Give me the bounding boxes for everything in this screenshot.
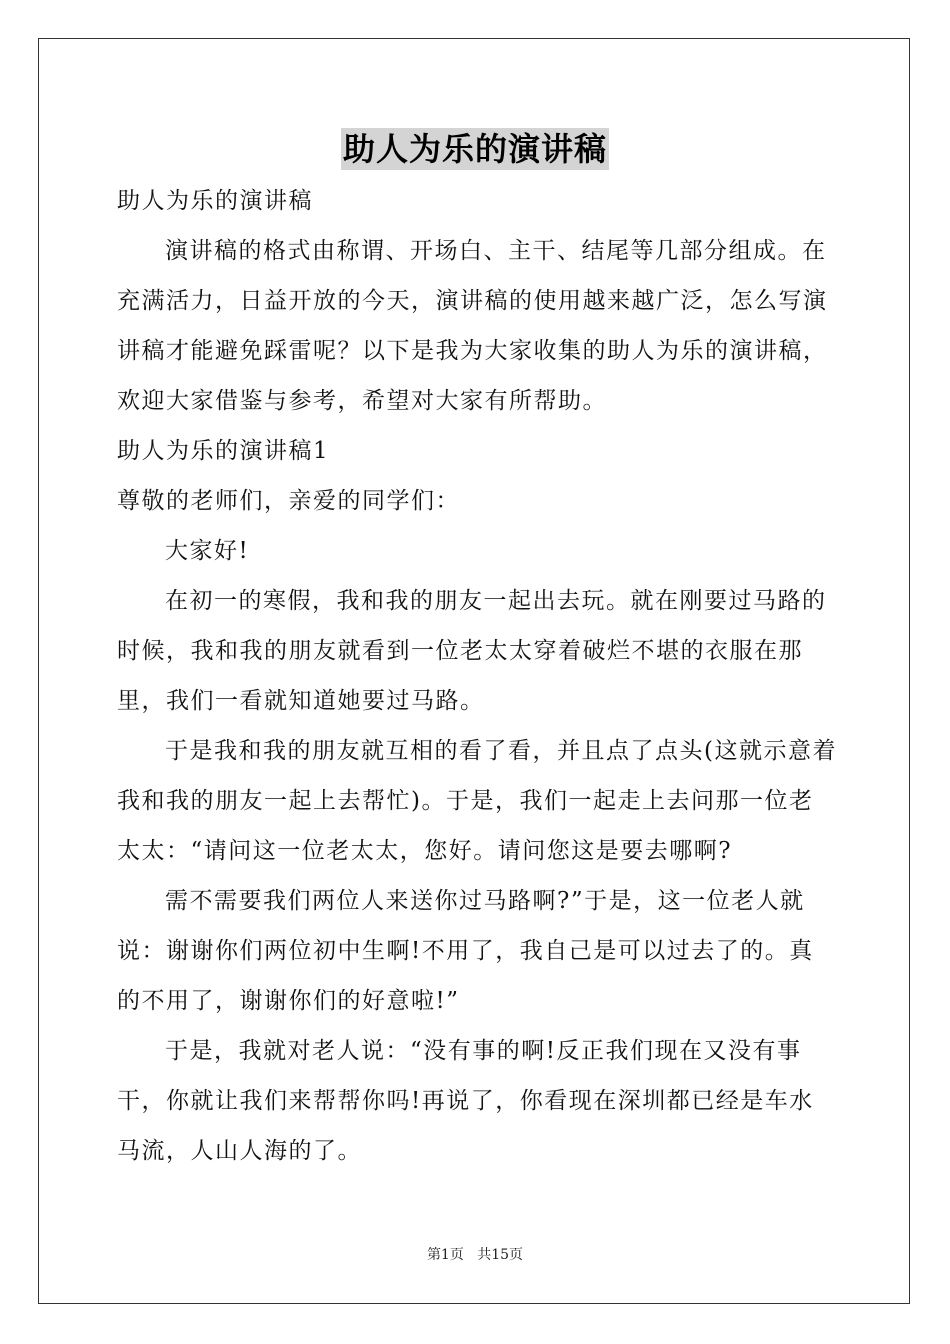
paragraph: 需不需要我们两位人来送你过马路啊?”于是，这一位老人就说：谢谢你们两位初中生啊!不用了，我自己是可以过去了的。真的不用了，谢谢你们的好意啦!”: [117, 888, 814, 1014]
paragraph: 演讲稿的格式由称谓、开场白、主干、结尾等几部分组成。在充满活力，日益开放的今天，演讲稿的使用越来越广泛，怎么写演讲稿才能避免踩雷呢？以下是我为大家收集的助人为乐的演讲稿，欢迎大家借鉴与参考，希望对大家有所帮助。: [117, 238, 828, 414]
paragraph: 大家好!: [165, 538, 250, 564]
paragraph: 于是我和我的朋友就互相的看了看，并且点了点头(这就示意着我和我的朋友一起上去帮忙)。于是，我们一起走上去问那一位老太太：“请问这一位老太太，您好。请问您这是要去哪啊?: [117, 738, 837, 864]
page-total: 共15页: [477, 1247, 524, 1263]
paragraph: 于是，我就对老人说：“没有事的啊!反正我们现在又没有事干，你就让我们来帮帮你吗!再说了，你看现在深圳都已经是车水马流，人山人海的了。: [117, 1038, 814, 1164]
document-body: [117, 176, 837, 1176]
paragraph: 助人为乐的演讲稿: [117, 188, 313, 214]
paragraph: 尊敬的老师们，亲爱的同学们：: [117, 488, 460, 514]
title-container: [0, 128, 950, 170]
document-title: 助人为乐的演讲稿: [342, 130, 607, 168]
page-footer: [0, 1244, 950, 1264]
paragraph: 助人为乐的演讲稿1: [117, 438, 330, 464]
page-number: 第1页: [426, 1247, 464, 1263]
paragraph: 在初一的寒假，我和我的朋友一起出去玩。就在刚要过马路的时候，我和我的朋友就看到一位老太太穿着破烂不堪的衣服在那里，我们一看就知道她要过马路。: [117, 588, 827, 714]
